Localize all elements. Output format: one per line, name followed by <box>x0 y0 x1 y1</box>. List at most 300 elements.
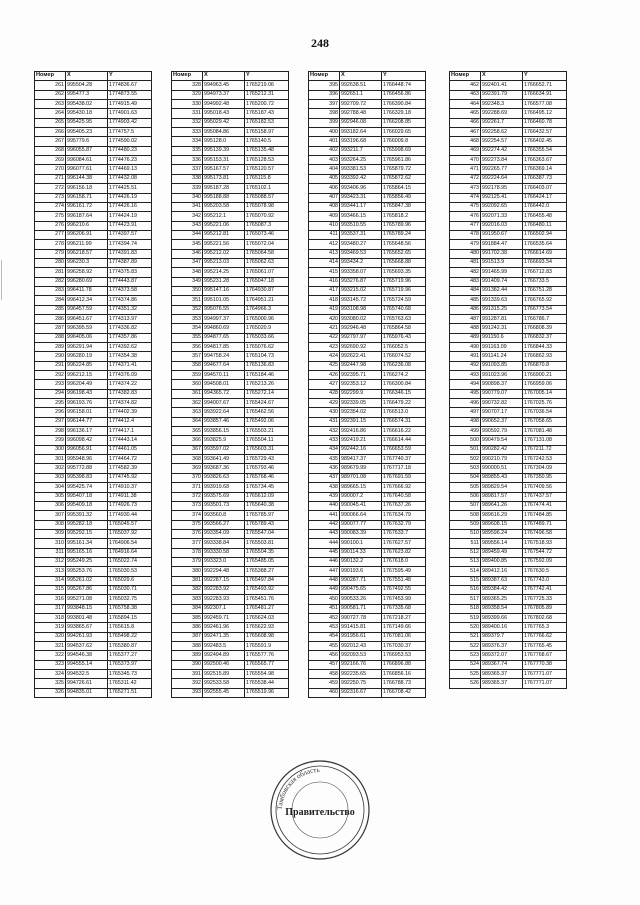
point-number: 275 <box>35 212 66 221</box>
x-coordinate: 990193.6 <box>340 567 382 576</box>
table-row <box>35 296 152 305</box>
table-row <box>172 128 289 137</box>
point-number-header: Номер <box>172 72 203 81</box>
table-row <box>35 501 152 510</box>
x-coordinate: 995292.15 <box>66 529 108 538</box>
point-number: 319 <box>35 623 66 632</box>
table-row <box>172 399 289 408</box>
point-number: 351 <box>172 296 203 305</box>
x-coordinate: 992442.16 <box>340 445 382 454</box>
y-coordinate: 1765029.6 <box>108 576 152 585</box>
y-coordinate: 1765734.45 <box>245 483 289 492</box>
x-coordinate: 989372.07 <box>481 651 523 660</box>
x-coordinate: 995425.95 <box>66 118 108 127</box>
point-number: 414 <box>309 258 340 267</box>
x-coordinate: 991141.24 <box>481 352 523 361</box>
y-coordinate: 1766480.11 <box>523 221 567 230</box>
x-coordinate: 989412.16 <box>481 567 523 576</box>
point-number: 440 <box>309 501 340 510</box>
x-coordinate: 992125.41 <box>481 193 523 202</box>
y-coordinate: 1774374.86 <box>108 296 152 305</box>
x-coordinate: 992254.57 <box>481 137 523 146</box>
x-coordinate: 992294.48 <box>203 567 245 576</box>
table-row <box>35 90 152 99</box>
point-number: 515 <box>450 576 481 585</box>
table-row <box>35 511 152 520</box>
point-number: 448 <box>309 576 340 585</box>
point-number: 452 <box>309 613 340 622</box>
point-number: 273 <box>35 193 66 202</box>
y-coordinate: 1765789.24 <box>382 230 426 239</box>
table-row <box>172 408 289 417</box>
x-coordinate: 989384.42 <box>481 585 523 594</box>
point-number: 308 <box>35 520 66 529</box>
point-number: 456 <box>309 651 340 660</box>
table-row <box>450 343 567 352</box>
table-row <box>35 240 152 249</box>
table-row <box>172 604 289 613</box>
point-number: 280 <box>35 258 66 267</box>
table-row <box>172 539 289 548</box>
point-number: 511 <box>450 539 481 548</box>
y-coordinate: 1767036.54 <box>523 408 567 417</box>
table-row <box>450 464 567 473</box>
y-coordinate: 1767350.95 <box>523 473 567 482</box>
x-coordinate: 992273.84 <box>481 156 523 165</box>
table-row <box>35 408 152 417</box>
y-coordinate: 1767453.99 <box>382 595 426 604</box>
x-coordinate: 993358.07 <box>340 268 382 277</box>
table-row <box>172 212 289 221</box>
point-number: 469 <box>450 146 481 155</box>
x-coordinate: 995271.08 <box>66 595 108 604</box>
x-coordinate: 993510.55 <box>340 221 382 230</box>
y-coordinate: 1766844.33 <box>523 343 567 352</box>
y-coordinate: 1766455.48 <box>523 212 567 221</box>
x-coordinate: 995405.23 <box>66 128 108 137</box>
table-row <box>450 249 567 258</box>
x-coordinate: 992471.35 <box>203 632 245 641</box>
table-row <box>35 193 152 202</box>
table-row <box>450 511 567 520</box>
table-row <box>35 286 152 295</box>
x-coordinate: 991950.67 <box>481 230 523 239</box>
y-coordinate: 1766832.37 <box>523 333 567 342</box>
x-coordinate: 995772.88 <box>66 464 108 473</box>
table-row <box>172 258 289 267</box>
point-number: 284 <box>35 296 66 305</box>
point-number: 445 <box>309 548 340 557</box>
y-coordinate-header: Y <box>108 72 152 81</box>
y-coordinate: 1765212.31 <box>245 90 289 99</box>
x-coordinate: 995187.28 <box>203 184 245 193</box>
coordinate-table-1 <box>34 71 151 698</box>
point-number: 286 <box>35 314 66 323</box>
y-coordinate: 1767492.55 <box>382 585 426 594</box>
y-coordinate: 1767030.37 <box>382 642 426 651</box>
y-coordinate: 1767149.66 <box>382 623 426 632</box>
y-coordinate: 1765462.56 <box>245 408 289 417</box>
y-coordinate: 1774425.51 <box>108 184 152 193</box>
y-coordinate: 1767634.79 <box>382 511 426 520</box>
x-coordinate: 995076.55 <box>203 305 245 314</box>
table-row <box>172 417 289 426</box>
y-coordinate: 1774476.23 <box>108 156 152 165</box>
x-coordinate: 991315.25 <box>481 305 523 314</box>
margin-mark <box>1 260 4 300</box>
point-number: 367 <box>172 445 203 454</box>
table-row <box>450 146 567 155</box>
y-coordinate: 1765498.22 <box>108 632 152 641</box>
point-number: 385 <box>172 613 203 622</box>
point-number: 352 <box>172 305 203 314</box>
table-row <box>172 455 289 464</box>
y-coordinate: 1766614.44 <box>382 436 426 445</box>
y-coordinate: 1766653.59 <box>382 445 426 454</box>
point-number: 454 <box>309 632 340 641</box>
x-coordinate: 995249.25 <box>66 557 108 566</box>
x-coordinate: 994758.24 <box>203 352 245 361</box>
table-row <box>35 156 152 165</box>
x-coordinate: 995167.57 <box>203 165 245 174</box>
point-number: 338 <box>172 174 203 183</box>
x-coordinate: 991242.31 <box>481 324 523 333</box>
table-row <box>450 100 567 109</box>
y-coordinate: 1767770.38 <box>523 660 567 669</box>
x-coordinate: 992283.92 <box>203 585 245 594</box>
y-coordinate: 1765864.15 <box>382 184 426 193</box>
table-row <box>172 511 289 520</box>
x-coordinate: 996156.18 <box>66 184 108 193</box>
point-number: 389 <box>172 651 203 660</box>
point-number: 310 <box>35 539 66 548</box>
point-number: 304 <box>35 483 66 492</box>
y-coordinate: 1774391.83 <box>108 249 152 258</box>
x-coordinate: 996211.99 <box>66 240 108 249</box>
y-coordinate: 1767666.92 <box>382 483 426 492</box>
y-coordinate: 1765076.62 <box>245 343 289 352</box>
table-row <box>35 529 152 538</box>
point-number: 328 <box>172 81 203 90</box>
table-row <box>450 436 567 445</box>
x-coordinate: 994963.45 <box>203 81 245 90</box>
x-coordinate-header: X <box>203 72 245 81</box>
x-coordinate: 989367.74 <box>481 660 523 669</box>
point-number: 522 <box>450 642 481 651</box>
table-row <box>450 202 567 211</box>
y-coordinate: 1767474.41 <box>523 501 567 510</box>
x-coordinate: 995212.1 <box>203 212 245 221</box>
y-coordinate: 1765615.8 <box>108 623 152 632</box>
x-coordinate: 989701.08 <box>340 473 382 482</box>
point-number: 297 <box>35 417 66 426</box>
point-number: 470 <box>450 156 481 165</box>
table-row <box>309 380 426 389</box>
table-row <box>450 90 567 99</box>
y-coordinate: 1766786.7 <box>523 314 567 323</box>
table-row <box>450 81 567 90</box>
point-number: 443 <box>309 529 340 538</box>
x-coordinate: 994570.11 <box>203 371 245 380</box>
table-row <box>309 399 426 408</box>
y-coordinate: 1774910.37 <box>108 483 152 492</box>
y-coordinate: 1774397.57 <box>108 230 152 239</box>
y-coordinate: 1766708.42 <box>382 688 426 697</box>
x-coordinate: 990652.37 <box>481 417 523 426</box>
table-row <box>35 585 152 594</box>
y-coordinate: 1766432.57 <box>523 128 567 137</box>
table-row <box>309 436 426 445</box>
table-row <box>35 118 152 127</box>
y-coordinate: 1766652.71 <box>523 81 567 90</box>
y-coordinate: 1774374.22 <box>108 380 152 389</box>
x-coordinate: 993922.64 <box>203 408 245 417</box>
point-number: 287 <box>35 324 66 333</box>
y-coordinate: 1767335.68 <box>382 604 426 613</box>
x-coordinate: 993597.02 <box>203 445 245 454</box>
table-row <box>450 109 567 118</box>
table-row <box>35 604 152 613</box>
x-coordinate: 993856.15 <box>203 427 245 436</box>
x-coordinate: 992235.65 <box>340 670 382 679</box>
x-coordinate: 992250.75 <box>340 679 382 688</box>
table-row <box>172 230 289 239</box>
x-coordinate: 996161.72 <box>66 202 108 211</box>
x-coordinate: 992483.5 <box>203 642 245 651</box>
x-coordinate: 989608.15 <box>481 520 523 529</box>
x-coordinate: 993406.96 <box>340 184 382 193</box>
y-coordinate: 1767592.09 <box>523 557 567 566</box>
table-row <box>450 212 567 221</box>
x-coordinate: 993466.15 <box>340 212 382 221</box>
x-coordinate: 992946.48 <box>340 324 382 333</box>
table-row <box>309 361 426 370</box>
y-coordinate: 1765388.27 <box>245 567 289 576</box>
svg-text:Тамбовская область <box>276 766 320 810</box>
point-number: 438 <box>309 483 340 492</box>
table-row <box>450 539 567 548</box>
x-coordinate: 994546.38 <box>66 651 108 660</box>
point-number: 341 <box>172 202 203 211</box>
point-number: 391 <box>172 670 203 679</box>
point-number: 276 <box>35 221 66 230</box>
x-coordinate: 996158.01 <box>66 408 108 417</box>
x-coordinate: 989379.7 <box>481 632 523 641</box>
x-coordinate: 992638.51 <box>340 81 382 90</box>
table-row <box>309 165 426 174</box>
point-number: 301 <box>35 455 66 464</box>
table-row <box>172 380 289 389</box>
x-coordinate: 991465.99 <box>481 268 523 277</box>
x-coordinate: 989641.26 <box>481 501 523 510</box>
y-coordinate-header: Y <box>245 72 289 81</box>
point-number: 413 <box>309 249 340 258</box>
y-coordinate: 1765030.53 <box>108 567 152 576</box>
x-coordinate: 992283.93 <box>203 595 245 604</box>
x-coordinate: 996056.91 <box>66 445 108 454</box>
y-coordinate: 1767551.48 <box>382 576 426 585</box>
x-coordinate: 995253.76 <box>66 567 108 576</box>
point-number: 401 <box>309 137 340 146</box>
table-row <box>172 632 289 641</box>
x-coordinate: 995221.06 <box>203 221 245 230</box>
y-coordinate: 1774443.14 <box>108 436 152 445</box>
point-number: 521 <box>450 632 481 641</box>
y-coordinate: 1766402.45 <box>523 137 567 146</box>
point-number: 504 <box>450 473 481 482</box>
point-number: 488 <box>450 324 481 333</box>
x-coordinate: 993276.87 <box>340 277 382 286</box>
x-coordinate: 995212.81 <box>203 230 245 239</box>
point-number: 425 <box>309 361 340 370</box>
x-coordinate: 993211.7 <box>340 146 382 155</box>
y-coordinate: 1765591.9 <box>245 642 289 651</box>
y-coordinate: 1765481.27 <box>245 604 289 613</box>
point-number: 459 <box>309 679 340 688</box>
y-coordinate: 1765182.53 <box>245 118 289 127</box>
point-number: 346 <box>172 249 203 258</box>
x-coordinate: 994726.61 <box>66 679 108 688</box>
point-number: 498 <box>450 417 481 426</box>
table-row <box>35 613 152 622</box>
point-number: 430 <box>309 408 340 417</box>
table-row <box>172 585 289 594</box>
y-coordinate-header: Y <box>523 72 567 81</box>
x-coordinate: 992353.12 <box>340 380 382 389</box>
x-coordinate: 993441.17 <box>340 202 382 211</box>
point-number: 360 <box>172 380 203 389</box>
y-coordinate: 1765073.46 <box>245 230 289 239</box>
table-row <box>35 174 152 183</box>
table-row <box>172 193 289 202</box>
x-coordinate: 990533.26 <box>340 595 382 604</box>
table-row <box>35 670 152 679</box>
table-row <box>309 268 426 277</box>
page-number: 248 <box>311 36 329 50</box>
table-row <box>450 557 567 566</box>
table-row <box>35 651 152 660</box>
y-coordinate: 1767304.09 <box>523 464 567 473</box>
table-row <box>450 632 567 641</box>
x-coordinate: 992299.9 <box>340 389 382 398</box>
x-coordinate: 990581.71 <box>340 604 382 613</box>
point-number: 270 <box>35 165 66 174</box>
x-coordinate: 992348.3 <box>481 100 523 109</box>
table-row <box>309 184 426 193</box>
point-number: 321 <box>35 642 66 651</box>
y-coordinate: 1774382.83 <box>108 389 152 398</box>
table-row <box>309 520 426 529</box>
x-coordinate: 994007.67 <box>203 399 245 408</box>
coordinates-table <box>449 71 567 689</box>
table-row <box>35 539 152 548</box>
x-coordinate: 996412.34 <box>66 296 108 305</box>
table-row <box>309 585 426 594</box>
point-number: 333 <box>172 128 203 137</box>
table-row <box>450 660 567 669</box>
x-coordinate: 990007.2 <box>340 492 382 501</box>
y-coordinate: 1767081.48 <box>523 427 567 436</box>
table-row <box>309 595 426 604</box>
x-coordinate: 995282.18 <box>66 520 108 529</box>
point-number: 274 <box>35 202 66 211</box>
x-coordinate: 989855.43 <box>481 473 523 482</box>
table-row <box>172 202 289 211</box>
table-row <box>450 679 567 688</box>
x-coordinate: 992459.71 <box>203 613 245 622</box>
point-number: 514 <box>450 567 481 576</box>
point-number: 314 <box>35 576 66 585</box>
x-coordinate: 996193.76 <box>66 399 108 408</box>
y-coordinate: 1766856.16 <box>382 670 426 679</box>
table-row <box>309 221 426 230</box>
table-row <box>172 557 289 566</box>
point-number: 299 <box>35 436 66 445</box>
x-coordinate: 996212.15 <box>66 371 108 380</box>
y-coordinate: 1765503.81 <box>245 539 289 548</box>
table-row <box>35 314 152 323</box>
x-coordinate: 990475.65 <box>340 585 382 594</box>
x-coordinate: 992016.03 <box>481 221 523 230</box>
table-row <box>35 305 152 314</box>
x-coordinate: 991163.09 <box>481 343 523 352</box>
x-coordinate: 995948.96 <box>66 455 108 464</box>
point-number: 279 <box>35 249 66 258</box>
point-number: 382 <box>172 585 203 594</box>
point-number-header: Номер <box>450 72 481 81</box>
y-coordinate: 1774375.83 <box>108 268 152 277</box>
table-row <box>450 455 567 464</box>
table-row <box>450 305 567 314</box>
point-number: 398 <box>309 109 340 118</box>
x-coordinate: 993338.84 <box>203 539 245 548</box>
x-coordinate: 994677.64 <box>203 361 245 370</box>
x-coordinate: 995212.02 <box>203 249 245 258</box>
table-row <box>450 324 567 333</box>
table-row <box>35 389 152 398</box>
table-row <box>450 445 567 454</box>
x-coordinate: 992651.1 <box>340 90 382 99</box>
x-coordinate: 992515.89 <box>203 670 245 679</box>
point-number: 475 <box>450 202 481 211</box>
table-row <box>309 576 426 585</box>
point-number: 399 <box>309 118 340 127</box>
y-coordinate: 1765128.53 <box>245 156 289 165</box>
point-number: 345 <box>172 240 203 249</box>
point-number: 283 <box>35 286 66 295</box>
point-number: 464 <box>450 100 481 109</box>
x-coordinate: 989399.66 <box>481 613 523 622</box>
y-coordinate: 1765200.72 <box>245 100 289 109</box>
point-number: 450 <box>309 595 340 604</box>
x-coordinate: 996280.19 <box>66 352 108 361</box>
y-coordinate: 1767717.18 <box>382 464 426 473</box>
y-coordinate: 1767025.76 <box>523 399 567 408</box>
table-row <box>450 548 567 557</box>
point-number: 412 <box>309 240 340 249</box>
x-coordinate: 989400.85 <box>481 557 523 566</box>
y-coordinate: 1767489.71 <box>523 520 567 529</box>
table-row <box>35 632 152 641</box>
y-coordinate: 1774423.91 <box>108 221 152 230</box>
point-number: 386 <box>172 623 203 632</box>
point-number: 330 <box>172 100 203 109</box>
point-number: 424 <box>309 352 340 361</box>
table-row <box>450 268 567 277</box>
y-coordinate: 1765062.63 <box>245 258 289 267</box>
y-coordinate: 1774371.41 <box>108 361 152 370</box>
point-number: 406 <box>309 184 340 193</box>
